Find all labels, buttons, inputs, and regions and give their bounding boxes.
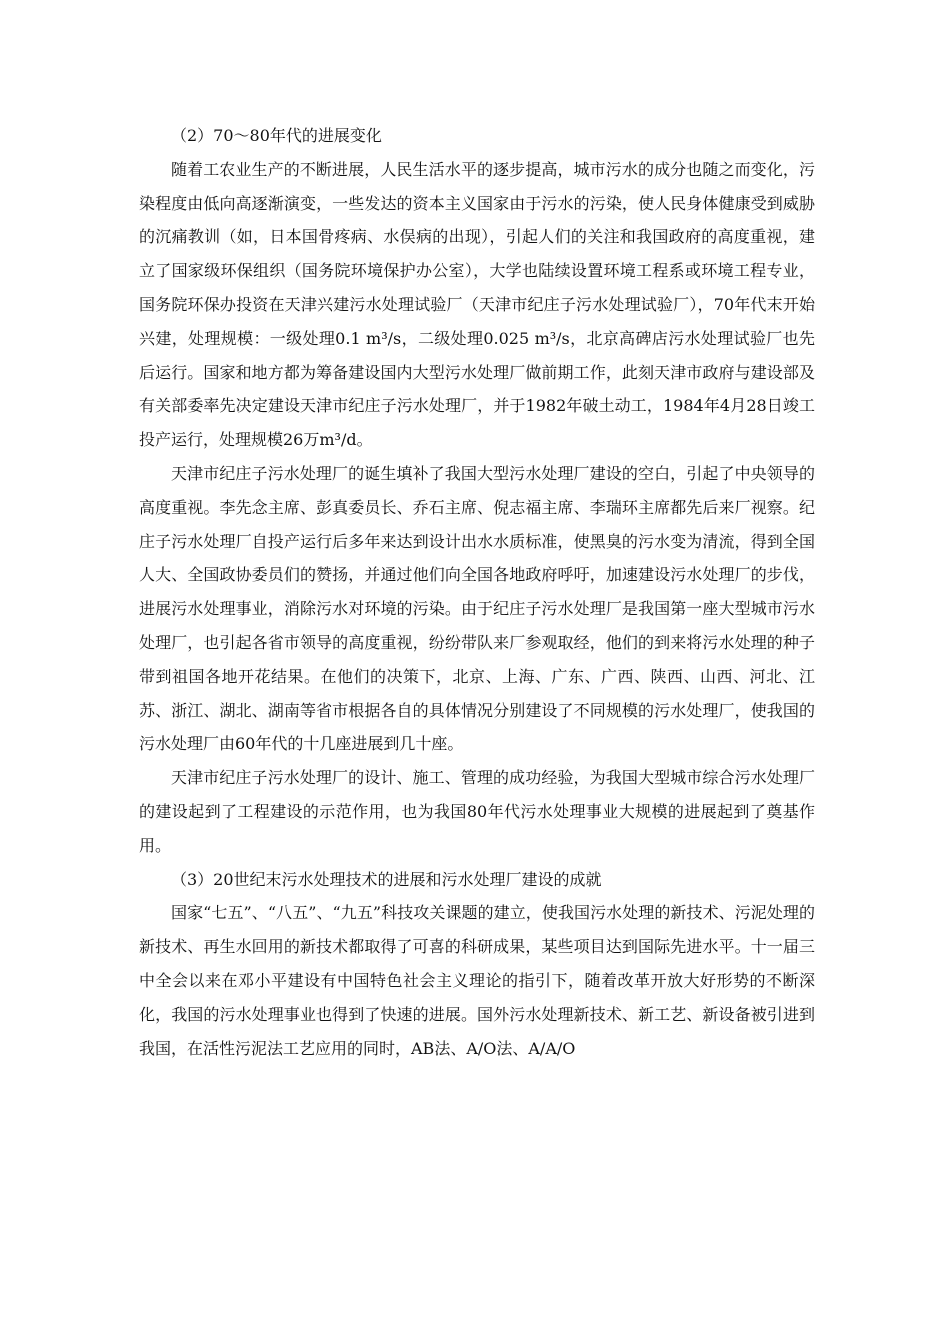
paragraph-jizhuangzi-plant: 天津市纪庄子污水处理厂的诞生填补了我国大型污水处理厂建设的空白，引起了中央领导的高度重视。李先念主席、彭真委员长、乔石主席、倪志福主席、李瑞环主席都先后来厂视察。纪庄子污水处理厂自投产运行后多年来达到设计出水水质标准，使黑臭的污水变为清流，得到全国人大、全国政协委员们的赞扬，并通过他们向全国各地政府呼吁，加速建设污水处理厂的步伐，进展污水处理事业，消除污水对环境的污染。由于纪庄子污水处理厂是我国第一座大型城市污水处理厂，也引起各省市领导的高度重视，纷纷带队来厂参观取经，他们的到来将污水处理的种子带到祖国各地开花结果。在他们的决策下，北京、上海、广东、广西、陕西、山西、河北、江苏、浙江、湖北、湖南等省市根据各自的具体情况分别建设了不同规模的污水处理厂，使我国的污水处理厂由60年代的十几座进展到几十座。 (139, 463, 815, 754)
section-heading-3: （3）20世纪末污水处理技术的进展和污水处理厂建设的成就 (171, 869, 602, 889)
paragraph-demonstration-role: 天津市纪庄子污水处理厂的设计、施工、管理的成功经验，为我国大型城市综合污水处理厂的建设起到了工程建设的示范作用，也为我国80年代污水处理事业大规模的进展起到了奠基作用。 (139, 768, 815, 855)
section-heading-2: （2）70～80年代的进展变化 (171, 126, 382, 145)
paragraph-late-20th-century: 国家“七五”、“八五”、“九五”科技攻关课题的建立，使我国污水处理的新技术、污泥处理的新技术、再生水回用的新技术都取得了可喜的科研成果，某些项目达到国际先进水平。十一届三中全会以来在邓小平建设有中国特色社会主义理论的指引下，随着改革开放大好形势的不断深化，我国的污水处理事业也得到了快速的进展。国外污水处理新技术、新工艺、新设备被引进到我国，在活性污泥法工艺应用的同时，AB法、A/O法、A/A/O (139, 903, 815, 1058)
document-body (139, 119, 815, 1065)
paragraph-development-70s-80s: 随着工农业生产的不断进展，人民生活水平的逐步提高，城市污水的成分也随之而变化，污染程度由低向高逐渐演变，一些发达的资本主义国家由于污水的污染，使人民身体健康受到威胁的沉痛教训（如，日本国骨疼病、水俣病的出现），引起人们的关注和我国政府的高度重视，建立了国家级环保组织（国务院环境保护办公室），大学也陆续设置环境工程系或环境工程专业，国务院环保办投资在天津兴建污水处理试验厂（天津市纪庄子污水处理试验厂），70年代末开始兴建，处理规模：一级处理0.1 m³/s，二级处理0.025 m³/s，北京高碑店污水处理试验厂也先后运行。国家和地方都为筹备建设国内大型污水处理厂做前期工作，此刻天津市政府与建设部及有关部委率先决定建设天津市纪庄子污水处理厂，并于1982年破土动工，1984年4月28日竣工投产运行，处理规模26万m³/d。 (139, 159, 815, 450)
